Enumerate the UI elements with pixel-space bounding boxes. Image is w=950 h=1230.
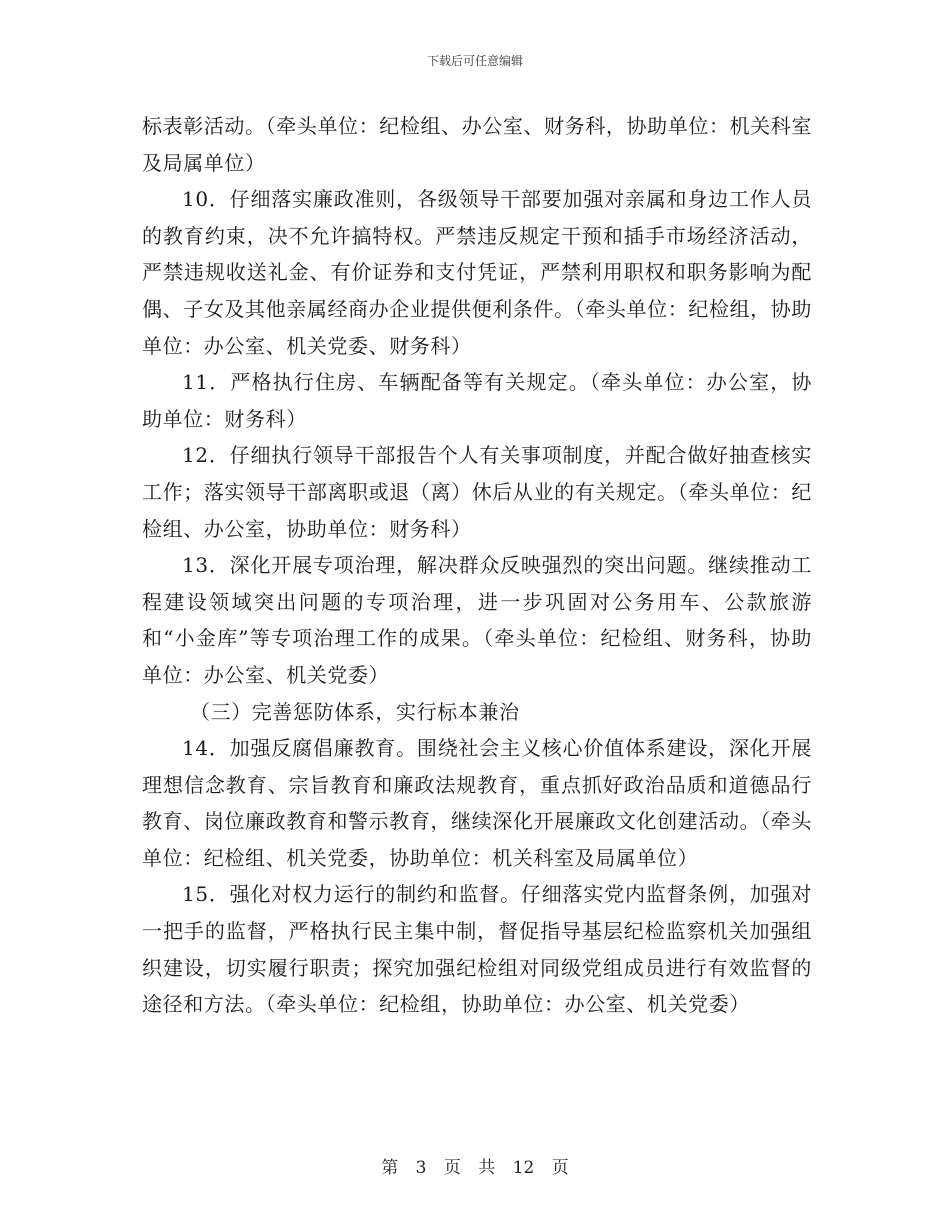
footer-total-pages: 12 [512,1158,535,1178]
paragraph-item-10: 10．仔细落实廉政准则，各级领导干部要加强对亲属和身边工作人员的教育约束，决不允许搞特权。严禁违反规定干预和插手市场经济活动，严禁违规收送礼金、有价证券和支付凭证，严禁利用职权和职务影响为配偶、子女及其他亲属经商办企业提供便利条件。（牵头单位：纪检组，协助单位：办公室、机关党委、财务科） [142,187,812,358]
paragraph-continuation: 标表彰活动。（牵头单位：纪检组、办公室、财务科，协助单位：机关科室及局属单位） [142,114,812,175]
document-body [142,108,812,1023]
section-heading: （三）完善惩防体系，实行标本兼治 [190,699,520,724]
page-footer [0,1153,950,1178]
page-header: 下载后可任意编辑 [426,54,523,68]
paragraph-item-14: 14．加强反腐倡廉教育。围绕社会主义核心价值体系建设，深化开展理想信念教育、宗旨教育和廉政法规教育，重点抓好政治品质和道德品行教育、岗位廉政教育和警示教育，继续深化开展廉政文化创建活动。（牵头单位：纪检组、机关党委，协助单位：机关科室及局属单位） [142,736,812,870]
paragraph-item-11: 11．严格执行住房、车辆配备等有关规定。（牵头单位：办公室，协助单位：财务科） [142,370,812,431]
footer-page-label: 第 [381,1158,399,1178]
footer-page-unit: 页 [443,1158,461,1178]
footer-total-label: 共 [478,1158,496,1178]
paragraph-item-12: 12．仔细执行领导干部报告个人有关事项制度，并配合做好抽查核实工作；落实领导干部离职或退（离）休后从业的有关规定。（牵头单位：纪检组、办公室，协助单位：财务科） [142,443,812,541]
footer-total-unit: 页 [551,1158,569,1178]
paragraph-item-13: 13．深化开展专项治理，解决群众反映强烈的突出问题。继续推动工程建设领域突出问题的专项治理，进一步巩固对公务用车、公款旅游和“小金库”等专项治理工作的成果。（牵头单位：纪检组、财务科，协助单位：办公室、机关党委） [142,553,812,687]
footer-current-page: 3 [415,1158,427,1178]
paragraph-item-15: 15．强化对权力运行的制约和监督。仔细落实党内监督条例，加强对一把手的监督，严格执行民主集中制，督促指导基层纪检监察机关加强组织建设，切实履行职责；探究加强纪检组对同级党组成员进行有效监督的途径和方法。（牵头单位：纪检组，协助单位：办公室、机关党委） [142,882,812,1017]
